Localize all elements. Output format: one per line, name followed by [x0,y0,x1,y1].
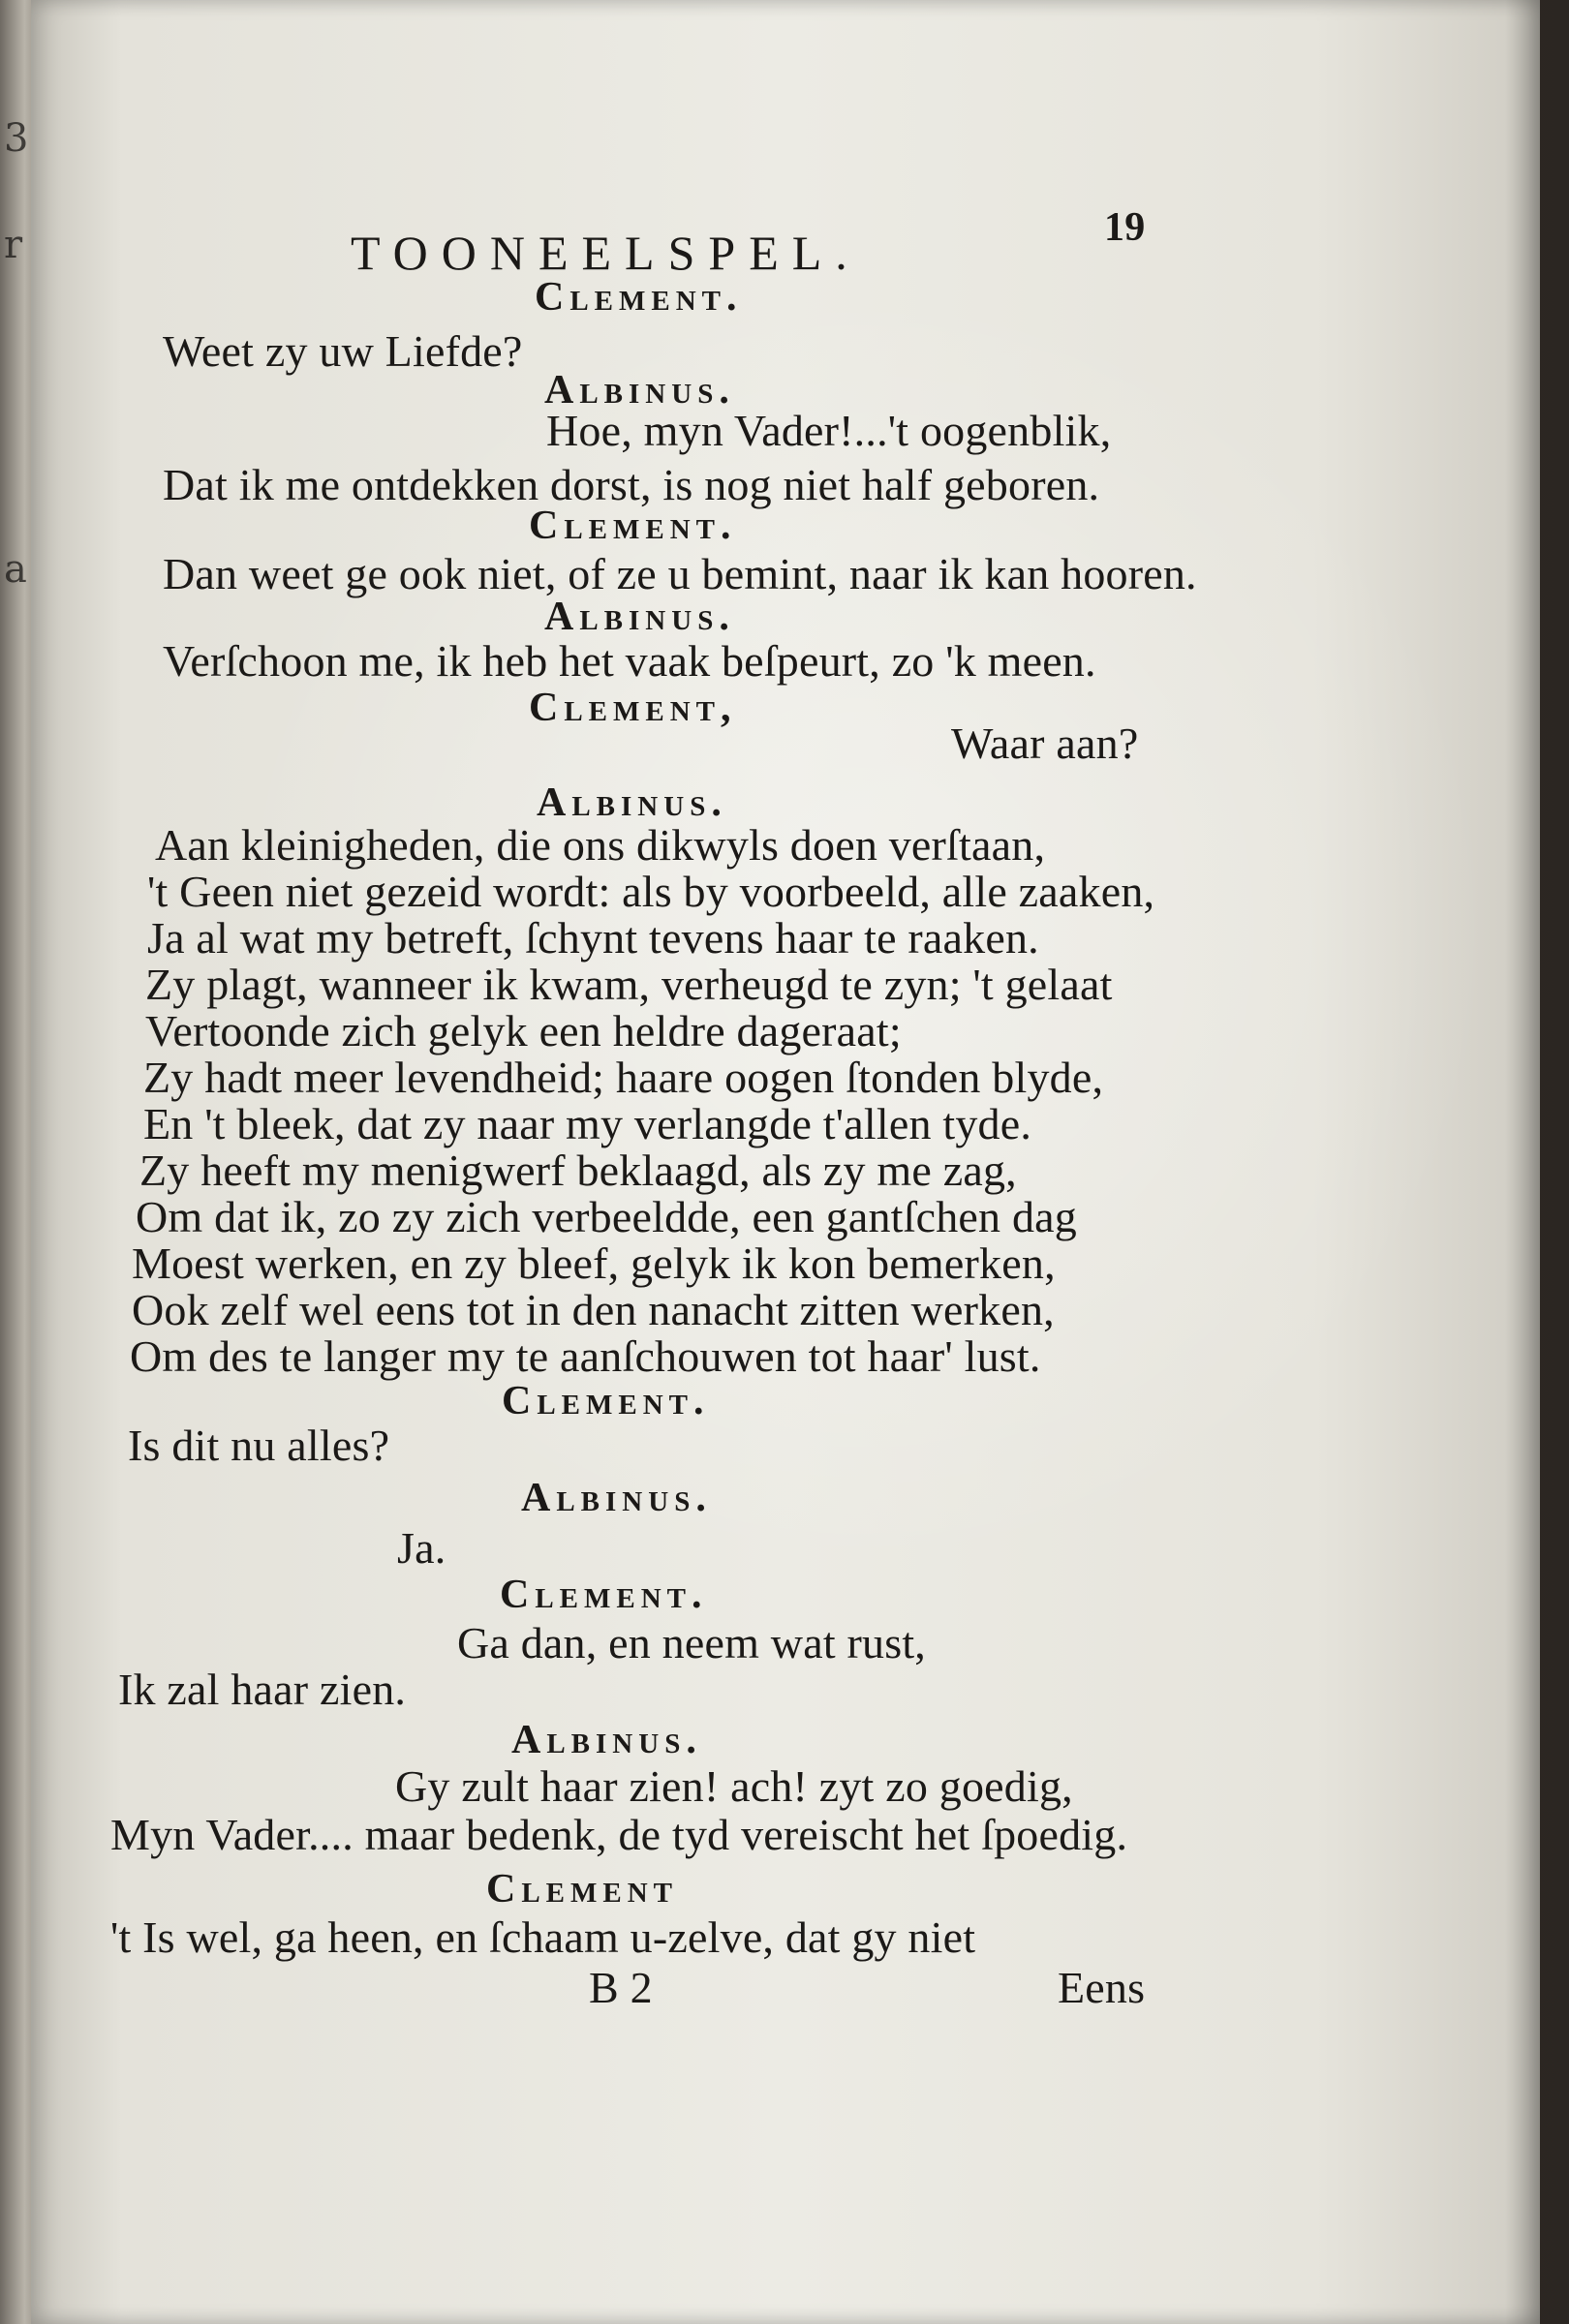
speaker-heading: Clement [486,1867,679,1911]
edge-glyph: a [4,547,27,592]
speaker-heading: Clement. [500,1573,708,1617]
book-page [31,0,1540,2324]
edge-glyph: r [4,223,23,267]
verse-line: Dat ik me ontdekken dorst, is nog niet half geboren. [163,460,1100,509]
verse-line: Moest werken, en zy bleef, gelyk ik kon bemerken, [132,1238,1056,1288]
verse-line: Om des te langer my te aanſchouwen tot haar' lust. [130,1331,1041,1381]
verse-line: Waar aan? [951,719,1139,768]
verse-line: Gy zult haar zien! ach! zyt zo goedig, [395,1761,1073,1811]
verse-line: En 't bleek, dat zy naar my verlangde t'allen tyde. [143,1099,1032,1148]
page-shadow [1505,0,1540,2324]
verse-line: Ik zal haar zien. [118,1665,407,1714]
verse-line: Ja. [397,1523,446,1573]
speaker-heading: Clement. [535,275,743,320]
speaker-heading: Albinus. [521,1476,712,1520]
verse-line: Zy plagt, wanneer ik kwam, verheugd te zyn; 't gelaat [145,960,1113,1009]
verse-line: Vertoonde zich gelyk een heldre dageraat; [145,1006,902,1055]
verse-line: Aan kleinigheden, die ons dikwyls doen verſtaan, [155,820,1046,870]
speaker-heading: Albinus. [511,1718,702,1762]
speaker-heading: Clement. [529,504,737,548]
verse-line: 't Geen niet gezeid wordt: als by voorbeeld, alle zaaken, [147,867,1155,916]
verse-line: 't Is wel, ga heen, en ſchaam u-zelve, dat gy niet [110,1912,976,1962]
verse-line: Hoe, myn Vader!...'t oogenblik, [546,406,1112,455]
verse-line: Ja al wat my betreft, ſchynt tevens haar te raaken. [147,913,1039,963]
page-number: 19 [1104,205,1146,250]
verse-line: Myn Vader.... maar bedenk, de tyd vereischt het ſpoedig. [110,1810,1128,1859]
verse-line: Is dit nu alles? [128,1421,390,1470]
speaker-heading: Albinus. [544,368,735,413]
verse-line: Zy hadt meer levendheid; haare oogen ſtonden blyde, [143,1053,1104,1102]
running-title: TOONEELSPEL. [351,226,861,280]
verse-line: Dan weet ge ook niet, of ze u bemint, naar ik kan hooren. [163,549,1197,598]
speaker-heading: Clement, [529,686,737,730]
verse-line: Om dat ik, zo zy zich verbeeldde, een gantſchen dag [136,1192,1077,1241]
signature-mark: B 2 [589,1963,653,2012]
catchword: Eens [1058,1963,1146,2012]
speaker-heading: Albinus. [537,780,727,825]
verse-line: Verſchoon me, ik heb het vaak beſpeurt, zo 'k meen. [163,636,1096,686]
speaker-heading: Clement. [502,1379,710,1423]
edge-glyph: 3 [4,116,29,161]
speaker-heading: Albinus. [544,595,735,639]
verse-line: Ook zelf wel eens tot in den nanacht zitten werken, [132,1285,1055,1334]
verse-line: Zy heeft my menigwerf beklaagd, als zy me zag, [139,1146,1017,1195]
verse-line: Ga dan, en neem wat rust, [457,1618,927,1667]
verse-line: Weet zy uw Liefde? [163,326,523,376]
